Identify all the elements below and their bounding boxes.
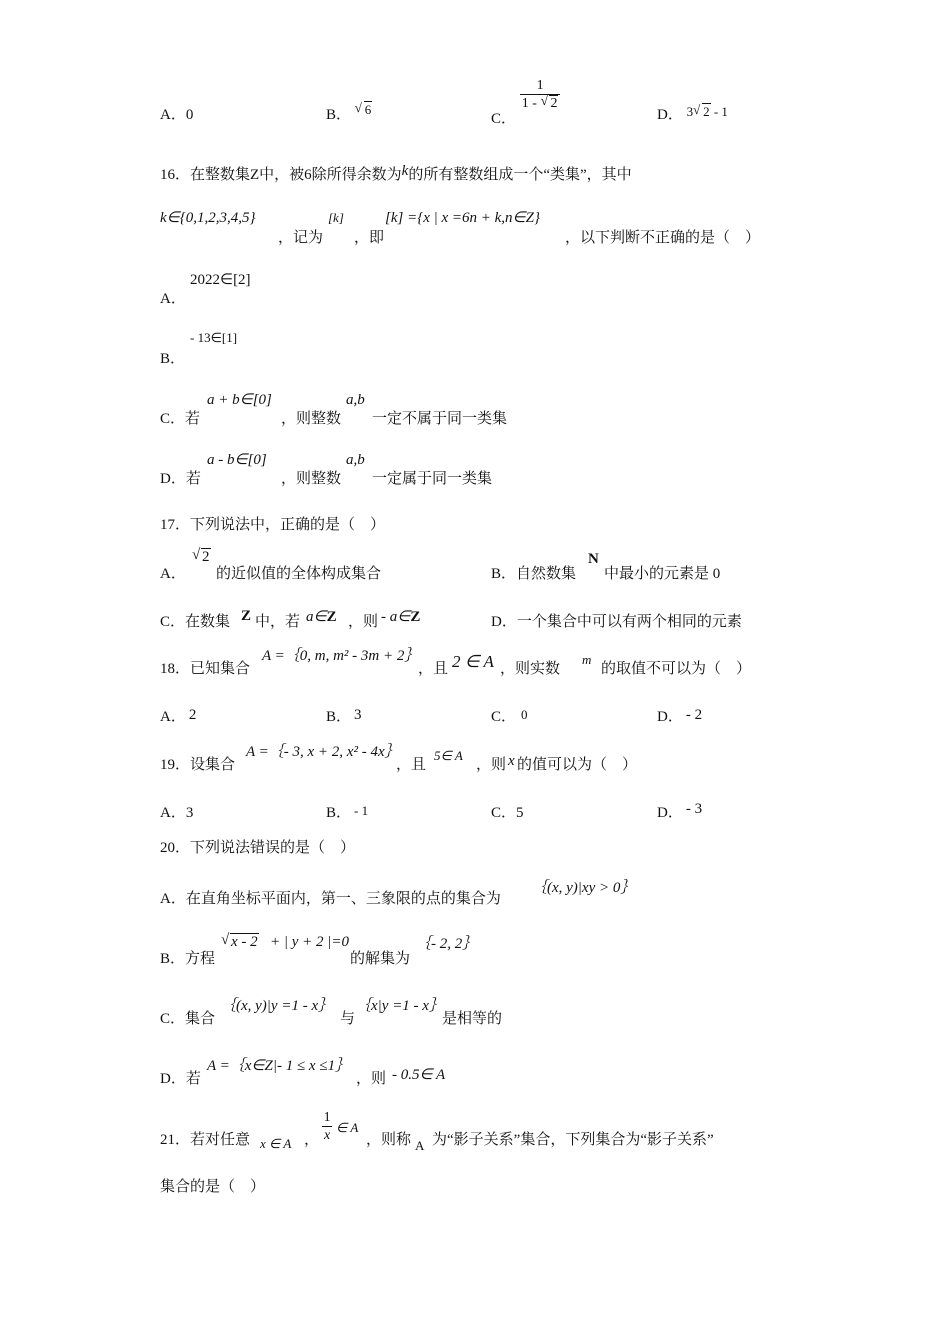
option-label: C． bbox=[491, 111, 517, 128]
q21-stem: 21．若对任意 x ∈ A ， $\frac{1}{x}$ ∈ A ，则称 A 为“影子关系”集合，下列集合为“影子关系” bbox=[160, 1110, 714, 1153]
option-label: B． bbox=[326, 107, 352, 123]
option-tail: 一定不属于同一类集 bbox=[372, 411, 508, 427]
option-math: a - b∈[0] bbox=[207, 452, 267, 468]
option-value: 2 bbox=[188, 707, 197, 723]
option-label: C． bbox=[491, 709, 517, 725]
option-math: 2022∈[2] bbox=[190, 272, 251, 288]
option-label: D． bbox=[657, 709, 683, 725]
option-vars: a,b bbox=[346, 392, 365, 408]
option-math2: ｛- 2, 2｝ bbox=[416, 936, 478, 952]
q18-option-d[interactable] bbox=[657, 705, 703, 726]
option-mid: ，则整数 bbox=[281, 471, 342, 487]
option-label: B．方程 bbox=[160, 951, 216, 967]
option-label: B．自然数集 bbox=[491, 566, 577, 582]
option-label: A． bbox=[160, 107, 186, 123]
set-definition: A =｛- 3, x + 2, x² - 4x｝ bbox=[246, 744, 400, 760]
option-value: 3 bbox=[185, 805, 194, 821]
option-math: a + b∈[0] bbox=[207, 392, 272, 408]
class-definition: [k] ={x | x =6n + k,n∈Z} bbox=[385, 210, 540, 226]
option-value: - 2 bbox=[685, 707, 703, 723]
q16-stem-line2 bbox=[160, 208, 255, 227]
q15-option-c[interactable] bbox=[491, 78, 560, 128]
option-label: D． bbox=[657, 805, 683, 821]
q21-stem-line2: 集合的是（ ） bbox=[160, 1179, 266, 1195]
q18-option-a[interactable] bbox=[160, 705, 197, 726]
q17-option-c[interactable] bbox=[160, 600, 480, 640]
condition: x ∈ A bbox=[260, 1136, 292, 1151]
q15-option-d[interactable] bbox=[657, 103, 728, 124]
q20-stem: 20．下列说法错误的是（ ） bbox=[160, 840, 356, 856]
q19-option-a[interactable] bbox=[160, 801, 193, 822]
option-math: - 13∈[1] bbox=[190, 330, 238, 345]
q16-stem: 16．在整数集Ζ中，被6除所得余数为k的所有整数组成一个“类集”，其中 bbox=[160, 163, 632, 183]
q20-option-a[interactable] bbox=[160, 870, 660, 910]
option-label: A． bbox=[160, 291, 186, 307]
option-label: B． bbox=[160, 351, 186, 367]
option-math: ｛(x, y)|xy > 0｝ bbox=[532, 880, 636, 896]
option-label: C．若 bbox=[160, 411, 201, 427]
math-expression: 3 √ 2 - 1 bbox=[686, 102, 728, 119]
option-label: D．若 bbox=[160, 471, 201, 487]
option-label: A． bbox=[160, 566, 186, 582]
q19-stem: 19．设集合 A =｛- 3, x + 2, x² - 4x｝ ，且 5∈ A ，则 x 的值可以为（ ） bbox=[160, 736, 760, 776]
option-label: D．若 bbox=[160, 1071, 201, 1087]
fraction: $\frac{1}{x}$ bbox=[323, 1110, 331, 1143]
q17-option-b[interactable] bbox=[491, 545, 791, 585]
q20-option-b[interactable] bbox=[160, 930, 560, 970]
option-value: 0 bbox=[521, 707, 528, 722]
q16-stem-ji: ，即 bbox=[354, 230, 385, 246]
option-value: - 3 bbox=[685, 801, 703, 817]
option-label: B． bbox=[326, 805, 352, 821]
option-math2: ｛x|y =1 - x｝ bbox=[356, 998, 444, 1014]
q18-option-c[interactable] bbox=[491, 705, 528, 726]
option-mid: 的解集为 bbox=[350, 951, 411, 967]
option-value: 0 bbox=[185, 107, 194, 123]
option-math2: - a∈Z bbox=[381, 609, 421, 625]
option-label: C．在数集 bbox=[160, 614, 231, 630]
sqrt-expression: √ 2 bbox=[192, 547, 210, 565]
option-mid: ，则 bbox=[356, 1071, 387, 1087]
option-label: C． bbox=[491, 805, 517, 821]
q16-option-c[interactable] bbox=[160, 390, 560, 430]
option-math: A =｛x∈Z|- 1 ≤ x ≤1｝ bbox=[207, 1058, 351, 1074]
condition: 2 ∈ A bbox=[452, 652, 494, 671]
q16-stem-tail: ，以下判断不正确的是（ ） bbox=[565, 230, 761, 246]
option-text: 中最小的元素是 0 bbox=[604, 566, 721, 582]
option-mid: 与 bbox=[340, 1011, 356, 1027]
option-math2: - 0.5∈ A bbox=[392, 1067, 446, 1083]
fraction: 1 1 - √ 2 bbox=[520, 78, 561, 112]
q19-option-c[interactable] bbox=[491, 801, 524, 822]
option-math: a∈Z bbox=[306, 609, 337, 625]
integer-set-symbol: Z bbox=[241, 608, 252, 624]
q17-option-d[interactable] bbox=[491, 610, 742, 631]
variable: m bbox=[582, 652, 592, 667]
natural-set-symbol: N bbox=[588, 551, 599, 567]
option-label: A．在直角坐标平面内，第一、三象限的点的集合为 bbox=[160, 891, 501, 907]
sqrt-expression: √ x - 2 bbox=[221, 932, 258, 950]
option-value: - 1 bbox=[354, 803, 369, 818]
q20-option-d[interactable] bbox=[160, 1050, 580, 1090]
option-mid: 中，若 bbox=[255, 614, 301, 630]
option-math: + | y + 2 |=0 bbox=[270, 934, 350, 950]
sqrt-expression: √ 6 bbox=[354, 100, 372, 117]
option-value: 3 bbox=[354, 707, 362, 723]
option-label: A． bbox=[160, 805, 186, 821]
q20-option-c[interactable] bbox=[160, 990, 580, 1030]
option-label: D． bbox=[491, 614, 517, 630]
set-definition: A =｛0, m, m² - 3m + 2｝ bbox=[262, 648, 420, 664]
option-label: B． bbox=[326, 709, 352, 725]
class-notation: [k] bbox=[328, 210, 344, 225]
option-tail: 一定属于同一类集 bbox=[372, 471, 493, 487]
q16-option-d[interactable] bbox=[160, 450, 560, 490]
option-text: 的近似值的全体构成集合 bbox=[216, 566, 382, 582]
q17-option-a[interactable] bbox=[160, 545, 470, 585]
q15-option-a[interactable] bbox=[160, 103, 193, 124]
condition: 5∈ A bbox=[434, 748, 463, 763]
variable: x bbox=[508, 753, 515, 769]
option-vars: a,b bbox=[346, 452, 365, 468]
set-name: A bbox=[415, 1138, 425, 1153]
option-text: 一个集合中可以有两个相同的元素 bbox=[516, 614, 742, 630]
option-tail: 是相等的 bbox=[442, 1011, 503, 1027]
q17-stem: 17．下列说法中，正确的是（ ） bbox=[160, 517, 386, 533]
q15-option-b[interactable] bbox=[326, 100, 372, 124]
q18-stem: 18．已知集合 A =｛0, m, m² - 3m + 2｝ ，且 2 ∈ A ，则实数 m 的取值不可以为（ ） bbox=[160, 640, 760, 680]
option-value: 5 bbox=[516, 805, 524, 821]
option-mid: ，则整数 bbox=[281, 411, 342, 427]
option-label: D． bbox=[657, 107, 683, 123]
option-label: C．集合 bbox=[160, 1011, 216, 1027]
option-label: A． bbox=[160, 709, 186, 725]
option-mid2: ，则 bbox=[348, 614, 379, 630]
k-set: k∈{0,1,2,3,4,5} bbox=[160, 210, 256, 226]
q19-option-b[interactable] bbox=[326, 801, 369, 822]
q18-option-b[interactable] bbox=[326, 705, 362, 726]
q19-option-d[interactable] bbox=[657, 801, 703, 822]
q16-stem-line2-text: ，记为 bbox=[278, 230, 324, 246]
membership: ∈ A bbox=[336, 1120, 359, 1135]
option-math: ｛(x, y)|y =1 - x｝ bbox=[221, 998, 334, 1014]
